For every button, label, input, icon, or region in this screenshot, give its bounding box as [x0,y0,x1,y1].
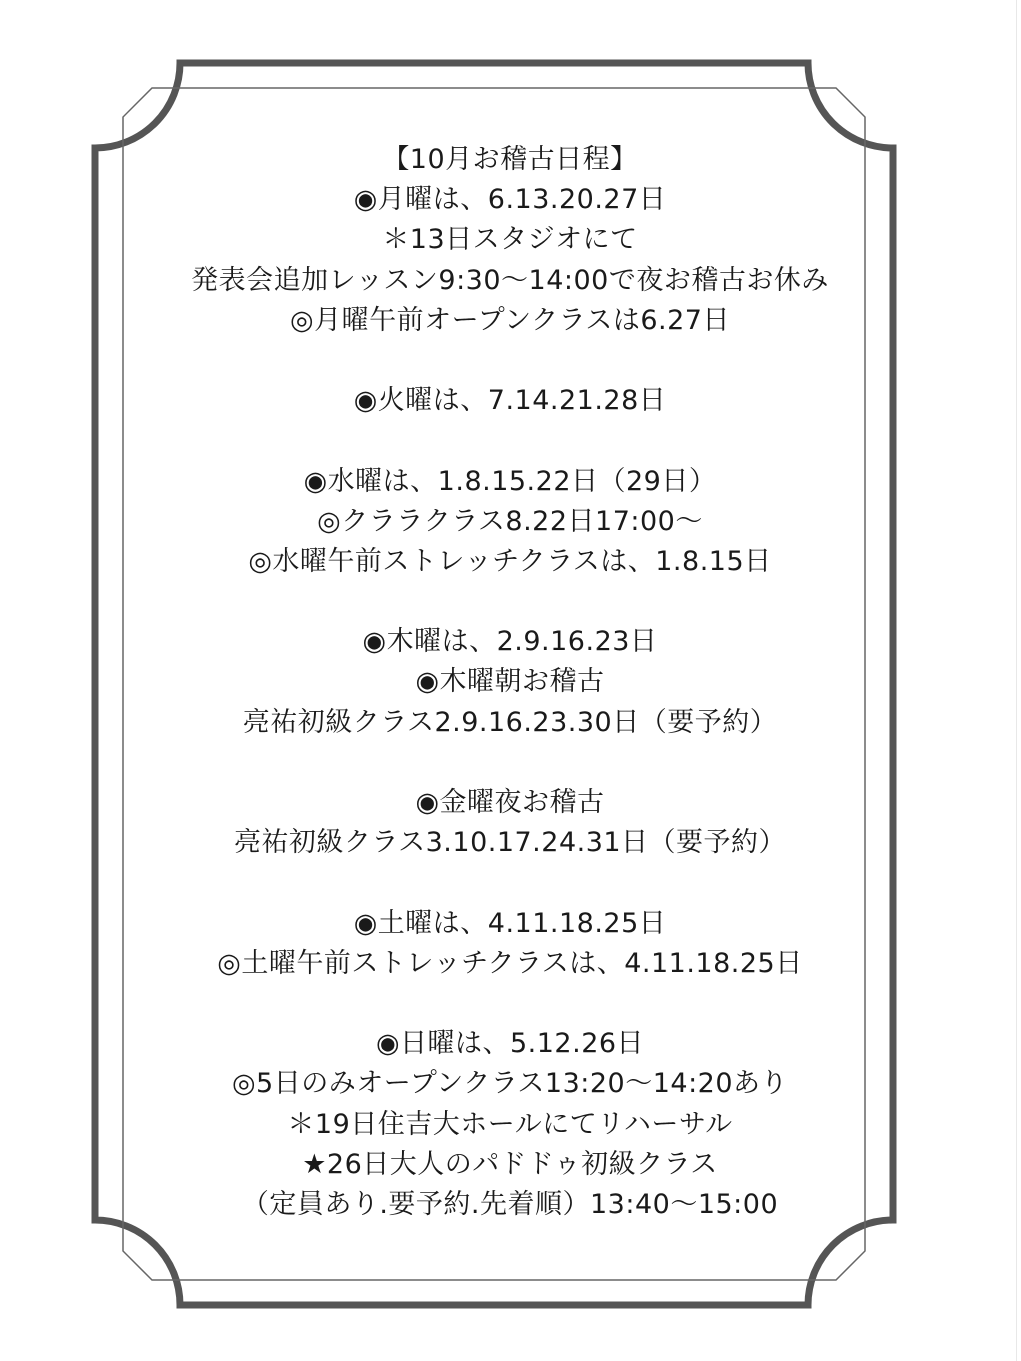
monday-line-1: ◉月曜は、6.13.20.27日 [353,184,667,216]
tuesday-section [130,381,890,421]
thursday-section [130,622,890,743]
notice-title: 【10月お稽古日程】 [382,144,638,175]
wednesday-line-2: ◎クララクラス8.22日17:00〜 [317,505,703,537]
sunday-line-1: ◉日曜は、5.12.26日 [375,1028,645,1060]
sunday-line-2: ◎5日のみオープンクラス13:20〜14:20あり [231,1068,789,1100]
friday-line-2: 亮祐初級クラス3.10.17.24.31日（要予約） [233,827,787,859]
thursday-line-1: ◉木曜は、2.9.16.23日 [362,626,658,658]
friday-section [130,783,890,863]
monday-line-2: ＊13日スタジオにて [382,224,638,256]
saturday-line-2: ◎土曜午前ストレッチクラスは、4.11.18.25日 [217,947,803,979]
schedule-notice [130,140,890,1225]
monday-line-4: ◎月曜午前オープンクラスは6.27日 [290,304,730,336]
saturday-section [130,904,890,984]
thursday-line-3: 亮祐初級クラス2.9.16.23.30日（要予約） [242,706,778,738]
wednesday-section [130,462,890,583]
thursday-line-2: ◉木曜朝お稽古 [415,666,605,698]
wednesday-line-1: ◉水曜は、1.8.15.22日（29日） [303,465,717,497]
tuesday-line-1: ◉火曜は、7.14.21.28日 [353,385,667,417]
saturday-line-1: ◉土曜は、4.11.18.25日 [353,907,667,939]
sunday-line-3: ＊19日住吉大ホールにてリハーサル [287,1108,733,1140]
sunday-line-4: ★26日大人のパドドゥ初級クラス [302,1148,718,1180]
sunday-section [130,1024,890,1225]
sunday-line-5: （定員あり.要予約.先着順）13:40〜15:00 [241,1188,779,1220]
wednesday-line-3: ◎水曜午前ストレッチクラスは、1.8.15日 [248,545,772,577]
monday-line-3: 発表会追加レッスン9:30〜14:00で夜お稽古お休み [191,264,829,296]
friday-line-1: ◉金曜夜お稽古 [415,787,605,818]
monday-section [130,180,890,341]
